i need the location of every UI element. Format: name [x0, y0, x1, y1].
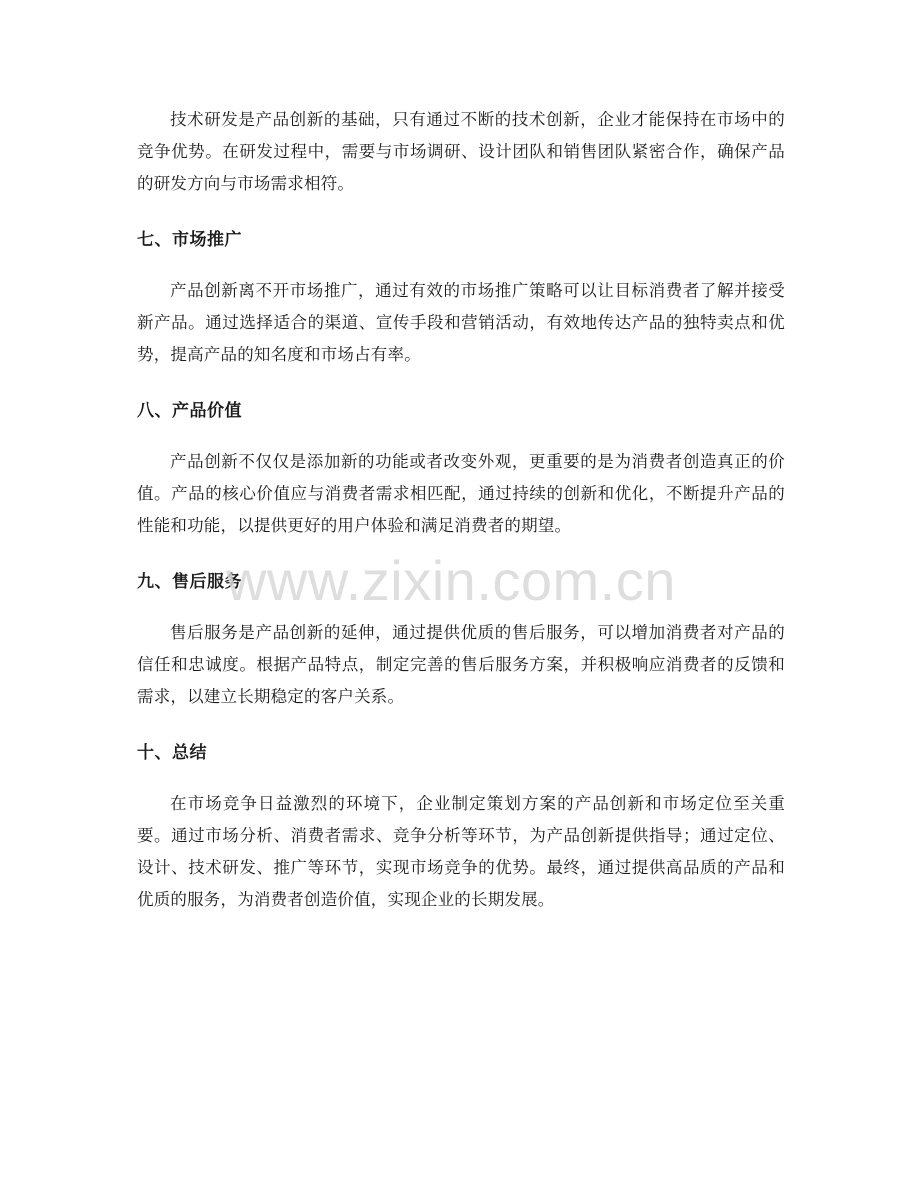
paragraph-product-value: 产品创新不仅仅是添加新的功能或者改变外观，更重要的是为消费者创造真正的价值。产品的核心价值应与消费者需求相匹配，通过持续的创新和优化，不断提升产品的性能和功能，以提供更好的用户体验和满足消费者的期望。 — [137, 452, 785, 535]
paragraph-market-promotion: 产品创新离不开市场推广，通过有效的市场推广策略可以让目标消费者了解并接受新产品。通过选择适合的渠道、宣传手段和营销活动，有效地传达产品的独特卖点和优势，提高产品的知名度和市场占有率。 — [137, 281, 785, 364]
heading-summary: 十、总结 — [137, 743, 207, 763]
heading-after-sales: 九、售后服务 — [137, 572, 242, 592]
heading-market-promotion: 七、市场推广 — [137, 230, 242, 250]
paragraph-after-sales: 售后服务是产品创新的延伸，通过提供优质的售后服务，可以增加消费者对产品的信任和忠诚度。根据产品特点，制定完善的售后服务方案，并积极响应消费者的反馈和需求，以建立长期稳定的客户关系。 — [137, 623, 785, 706]
watermark-text: www.zixin.com.cn — [226, 549, 676, 612]
paragraph-tech-rd: 技术研发是产品创新的基础，只有通过不断的技术创新，企业才能保持在市场中的竞争优势。在研发过程中，需要与市场调研、设计团队和销售团队紧密合作，确保产品的研发方向与市场需求相符。 — [137, 110, 785, 193]
heading-product-value: 八、产品价值 — [137, 401, 242, 421]
paragraph-summary: 在市场竞争日益激烈的环境下，企业制定策划方案的产品创新和市场定位至关重要。通过市场分析、消费者需求、竞争分析等环节，为产品创新提供指导；通过定位、设计、技术研发、推广等环节，实现市场竞争的优势。最终，通过提供高品质的产品和优质的服务，为消费者创造价值，实现企业的长期发展。 — [137, 794, 785, 909]
document-body — [137, 104, 785, 916]
